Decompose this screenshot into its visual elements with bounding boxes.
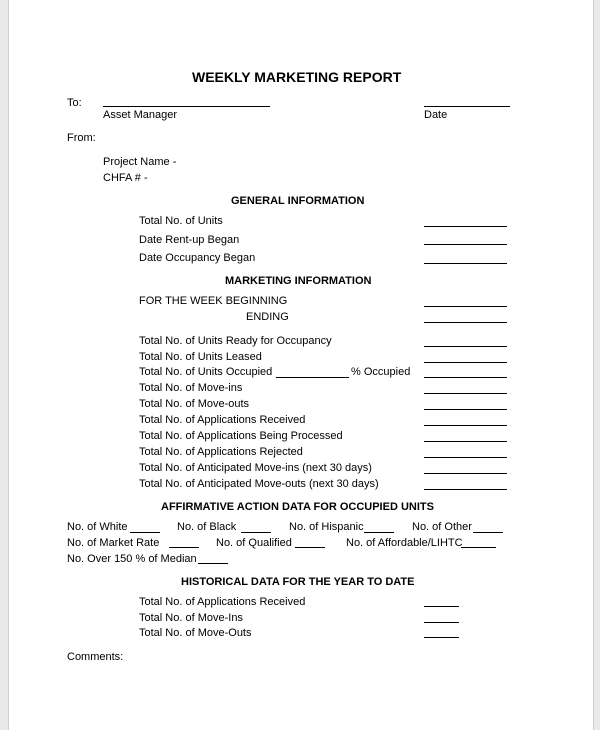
marketing-field-line[interactable] [424, 425, 507, 426]
units-occupied-line[interactable] [276, 377, 349, 378]
historical-field-line[interactable] [424, 606, 459, 607]
general-item: Date Rent-up Began [139, 234, 240, 246]
project-name-label: Project Name - [103, 156, 177, 168]
to-field-line[interactable] [103, 106, 270, 107]
marketing-item: Total No. of Units Occupied [139, 366, 273, 378]
general-item: Total No. of Units [139, 215, 223, 227]
historical-field-line[interactable] [424, 637, 459, 638]
general-field-line[interactable] [424, 263, 507, 264]
white-line[interactable] [130, 532, 160, 533]
hispanic-line[interactable] [364, 532, 394, 533]
historical-field-line[interactable] [424, 622, 459, 623]
affirmative-heading: AFFIRMATIVE ACTION DATA FOR OCCUPIED UNITS [161, 501, 434, 513]
historical-item: Total No. of Applications Received [139, 596, 306, 608]
marketing-item: Total No. of Anticipated Move-outs (next 30 days) [139, 478, 379, 490]
date-field-line[interactable] [424, 106, 510, 107]
market-rate-label: No. of Market Rate [67, 537, 160, 549]
page-title: WEEKLY MARKETING REPORT [192, 69, 402, 85]
marketing-item: Total No. of Anticipated Move-ins (next 30 days) [139, 462, 372, 474]
market-rate-line[interactable] [169, 547, 199, 548]
marketing-field-line[interactable] [424, 362, 507, 363]
general-field-line[interactable] [424, 244, 507, 245]
marketing-item: Total No. of Move-ins [139, 382, 243, 394]
date-label: Date [424, 109, 448, 121]
marketing-item: Total No. of Move-outs [139, 398, 250, 410]
white-label: No. of White [67, 521, 128, 533]
to-label: To: [67, 97, 82, 109]
other-label: No. of Other [412, 521, 472, 533]
over150-label: No. Over 150 % of Median [67, 553, 197, 565]
report-page [8, 0, 594, 730]
general-heading: GENERAL INFORMATION [231, 195, 365, 207]
over150-line[interactable] [198, 563, 228, 564]
ending-line[interactable] [424, 322, 507, 323]
marketing-field-line[interactable] [424, 377, 507, 378]
percent-occupied-label: % Occupied [351, 366, 411, 378]
hispanic-label: No. of Hispanic [289, 521, 364, 533]
marketing-field-line[interactable] [424, 346, 507, 347]
marketing-field-line[interactable] [424, 441, 507, 442]
marketing-field-line[interactable] [424, 409, 507, 410]
marketing-item: Total No. of Applications Rejected [139, 446, 303, 458]
from-label: From: [67, 132, 96, 144]
black-line[interactable] [241, 532, 271, 533]
week-beginning-line[interactable] [424, 306, 507, 307]
historical-heading: HISTORICAL DATA FOR THE YEAR TO DATE [181, 576, 415, 588]
qualified-label: No. of Qualified [216, 537, 292, 549]
comments-label: Comments: [67, 651, 124, 663]
historical-item: Total No. of Move-Ins [139, 612, 243, 624]
marketing-item: Total No. of Units Leased [139, 351, 262, 363]
asset-manager-label: Asset Manager [103, 109, 177, 121]
ending-label: ENDING [246, 311, 289, 323]
week-beginning-label: FOR THE WEEK BEGINNING [139, 295, 288, 307]
marketing-field-line[interactable] [424, 473, 507, 474]
historical-item: Total No. of Move-Outs [139, 627, 252, 639]
chfa-label: CHFA # - [103, 172, 148, 184]
marketing-item: Total No. of Units Ready for Occupancy [139, 335, 332, 347]
marketing-field-line[interactable] [424, 489, 507, 490]
other-line[interactable] [473, 532, 503, 533]
marketing-item: Total No. of Applications Being Processed [139, 430, 343, 442]
qualified-line[interactable] [295, 547, 325, 548]
general-item: Date Occupancy Began [139, 252, 256, 264]
affordable-label: No. of Affordable/LIHTC [346, 537, 463, 549]
marketing-field-line[interactable] [424, 393, 507, 394]
marketing-field-line[interactable] [424, 457, 507, 458]
black-label: No. of Black [177, 521, 237, 533]
marketing-heading: MARKETING INFORMATION [225, 275, 372, 287]
marketing-item: Total No. of Applications Received [139, 414, 306, 426]
general-field-line[interactable] [424, 226, 507, 227]
affordable-line[interactable] [461, 547, 496, 548]
